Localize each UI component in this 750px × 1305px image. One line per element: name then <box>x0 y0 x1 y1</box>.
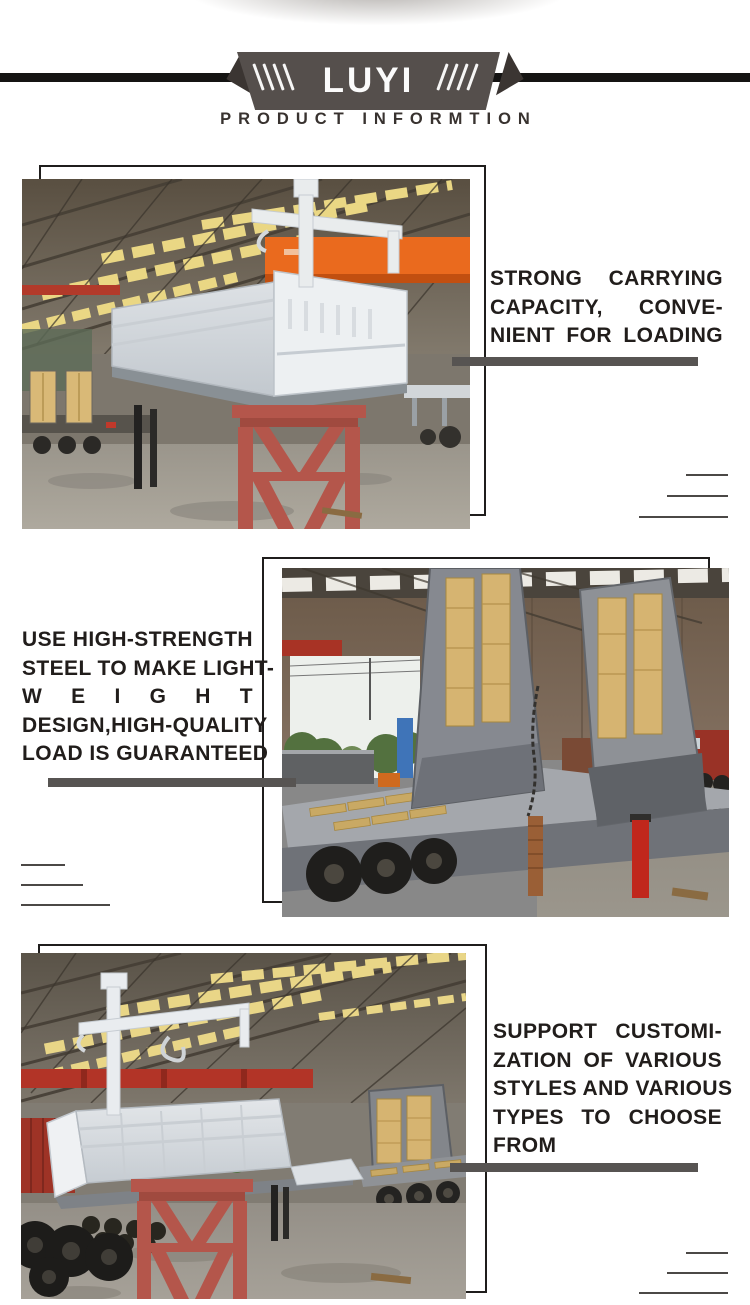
section2-caption <box>22 626 275 769</box>
caption-line: STRONG CARRYING <box>490 267 723 290</box>
section1-photo <box>22 179 470 529</box>
section2-photo-illustration <box>282 568 729 917</box>
section1-caption <box>490 265 723 351</box>
section1-photo-illustration <box>22 179 470 529</box>
caption-line: STYLES AND VARIOUS <box>493 1077 733 1101</box>
section1-deco-line <box>639 516 728 518</box>
caption-line: STEEL TO MAKE LIGHT- <box>22 656 275 680</box>
section1-deco-line <box>667 495 728 497</box>
section3-photo-illustration <box>21 953 466 1299</box>
page-subtitle: PRODUCT INFORMTION <box>220 110 537 128</box>
section1-accent-bar <box>452 357 698 366</box>
top-edge-shadow <box>0 0 750 52</box>
brand-slash-left-icon <box>257 63 290 91</box>
caption-line: ZATION OF VARIOUS <box>493 1048 722 1072</box>
caption-line: CAPACITY, CONVE- <box>490 295 723 319</box>
brand-slash-right-icon <box>441 63 474 91</box>
caption-line: TYPES TO CHOOSE <box>493 1105 722 1129</box>
caption-line: DESIGN,HIGH-QUALITY <box>22 713 268 737</box>
caption-line: USE HIGH-STRENGTH <box>22 628 253 651</box>
caption-line: NIENT FOR LOADING <box>490 324 723 348</box>
caption-line: LOAD IS GUARANTEED <box>22 742 269 766</box>
section3-deco-line <box>639 1292 728 1294</box>
section2-deco-line <box>21 904 110 906</box>
section2-deco-line <box>21 884 83 886</box>
section3-accent-bar <box>450 1163 698 1172</box>
section3-photo <box>21 953 466 1299</box>
caption-line: FROM <box>493 1134 557 1158</box>
brand-logo-text: LUYI <box>322 61 415 100</box>
section1-deco-line <box>686 474 728 476</box>
section2-photo <box>282 568 729 917</box>
section2-deco-line <box>21 864 65 866</box>
section3-caption <box>493 1018 733 1161</box>
section3-deco-line <box>667 1272 728 1274</box>
caption-line: W E I G H T <box>22 685 253 709</box>
section2-accent-bar <box>48 778 296 787</box>
caption-line: SUPPORT CUSTOMI- <box>493 1020 722 1043</box>
section3-deco-line <box>686 1252 728 1254</box>
